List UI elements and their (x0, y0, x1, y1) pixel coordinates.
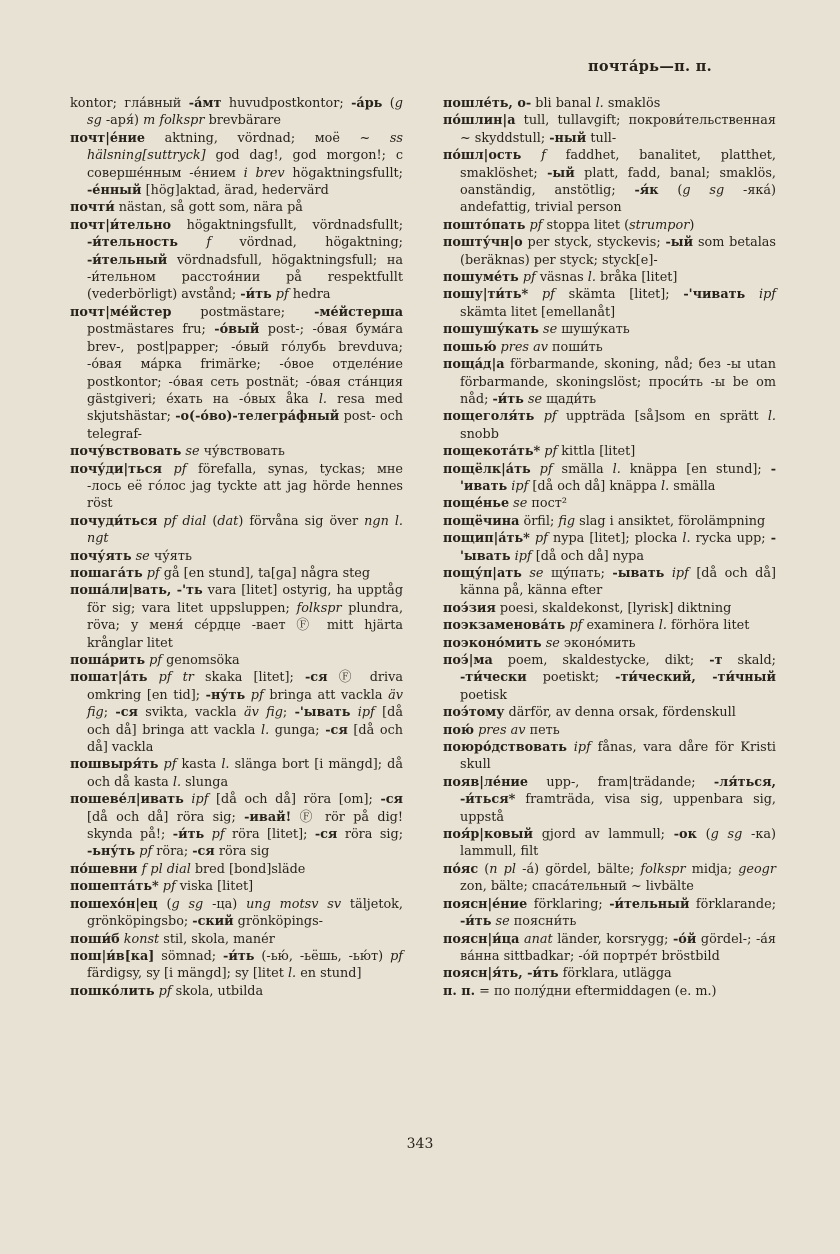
dictionary-entry: пошто́пать pf stoppa litet (strumpor) (443, 217, 695, 233)
dictionary-entry: пощу́п|ать se щу́пать; -ывать ipf [då och då] känna på, känna efter (443, 565, 776, 599)
dictionary-entry: почт|ме́йстер postmästare; -ме́йстерша postmästares fru; -о́вый post-; -о́вая бума́га brev-, post|papper; -о́вый го́лубь brevduva; -о́вая ма́рка frimärke; -о́вое отделе́ние postkontor; -о́вая сеть postnät; -о́вая ста́нция gästgiveri; е́хать на -о́вых åka l. resa med skjutshästar; -о(-о́во)-телегра́фный post- och telegraf- (70, 304, 403, 442)
dictionary-entry: пошвыря́ть pf kasta l. slänga bort [i mängd]; då och då kasta l. slunga (70, 757, 404, 790)
dictionary-entry: поясн|и́ца anat länder, korsrygg; -о́й gördel-; -а́я ва́нна sittbadkar; -о́й портре́т bröstbild (443, 931, 776, 964)
dictionary-entry: пош|и́в[ка] sömnad; -и́ть (-ью́, -ьёшь, -ью́т) pf färdigsy, sy [i mängd]; sy [litet l. en stund] (70, 948, 403, 982)
left-column (70, 95, 403, 1000)
dictionary-entry: пошу|ти́ть* pf skämta [litet]; -'чивать ipf skämta litet [emellanåt] (443, 287, 777, 320)
dictionary-entry: появ|ле́ние upp-, fram|trädande; -ля́ться, -и́ться* framträda, visa sig, uppenbara sig, uppstå (443, 774, 776, 825)
dictionary-entry: поша́рить pf genomsöka (70, 653, 240, 668)
dictionary-entry: пошага́ть pf gå [en stund], ta[ga] några steg (70, 565, 371, 581)
dictionary-entry: почу́вствовать se чу́вствовать (70, 444, 285, 460)
dictionary-entry: по́шлин|а tull, tullavgift; покрови́тельственная ~ skyddstull; -ный tull- (443, 113, 776, 146)
dictionary-entry: пощёлк|а́ть pf smälla l. knäppa [en stund]; -'ивать ipf [då och då] knäppa l. smälla (443, 461, 776, 494)
dictionary-entry: пошеве́л|ивать ipf [då och då] röra [om]; -ся [då och då] röra sig; -ивай! Ⓕ rör på dig! skynda på!; -и́ть pf röra [litet]; -ся röra sig; -ьну́ть pf röra; -ся röra sig (70, 792, 403, 860)
running-head: почта́рь—п. п. (587, 58, 712, 75)
dictionary-entry: пошушу́кать se шушу́кать (443, 322, 630, 338)
dictionary-entry: почуди́ться pf dial (dat) förvåna sig över ngn l. ngt (70, 513, 403, 547)
dictionary-entry: по́яс (n pl -а́) gördel, bälte; folkspr midja; geogr zon, bälte; спаса́тельный ~ livbälte (443, 861, 776, 895)
dictionary-entry: пошепта́ть* pf viska [litet] (70, 879, 254, 895)
dictionary-entry: поша́ли|вать, -'ть vara [litet] ostyrig, ha upptåg för sig; vara litet uppsluppen; folkspr plundra, röva; у меня́ се́рдце -вает Ⓕ mitt hjärta krånglar litet (70, 583, 404, 651)
dictionary-entry: поэконо́мить se эконо́мить (443, 635, 636, 651)
dictionary-entry: поюро́дствовать ipf fånas, vara dåre för Kristi skull (443, 740, 776, 773)
dictionary-entry: пошту́чн|о per styck, styckevis; -ый som betalas (beräknas) per styck; styck[e]- (443, 235, 776, 268)
dictionary-entry: поэ́|ма poem, skaldestycke, dikt; -т skald; -ти́чески poetiskt; -ти́ческий, -ти́чный poetisk (443, 653, 776, 703)
dictionary-entry: почу́ять se чу́ять (70, 548, 192, 564)
dictionary-entry: пощип|а́ть* pf nypa [litet]; plocka l. rycka upp; -'ывать ipf [då och då] nypa (443, 531, 776, 564)
dictionary-entry: почт|и́тельно högaktningsfullt, vördnadsfullt; -и́тельность f vördnad, högaktning; -и́тельный vördnadsfull, högaktningsfull; на -и́тельном расстоя́нии på respektfullt (vederbörligt) avstånd; -и́ть pf hedra (70, 217, 403, 303)
dictionary-entry: пошко́лить pf skola, utbilda (70, 983, 264, 999)
right-column (443, 95, 776, 1000)
dictionary-entry: пошехо́н|ец (g sg -ца) ung motsv sv täljetok, grönköpingsbo; -ский grönköpings- (70, 896, 403, 930)
dictionary-entry: почт|е́ние aktning, vördnad; моё ~ ss hälsning[suttryck] god dag!, god morgon!; с соверше́нным -е́нием i brev högaktningsfullt; -е́нный [hög]aktad, ärad, hedervärd (70, 130, 403, 199)
dictionary-entry: поэ́зия poesi, skaldekonst, [lyrisk] diktning (443, 600, 732, 616)
dictionary-entry: поще́нье se пост² (443, 496, 567, 512)
dictionary-entry: пошат|а́ть pf tr skaka [litet]; -ся Ⓕ driva omkring [en tid]; -ну́ть pf bringa att vackla äv fig; -ся svikta, vackla äv fig; -'ывать ipf [då och då] bringa att vackla l. gunga; -ся [då och då] vackla (70, 670, 403, 756)
dictionary-entry: пощёчина örfil; fig slag i ansiktet, förolämpning (443, 513, 766, 529)
dictionary-entry: пошле́ть, о- bli banal l. smaklös (443, 96, 661, 111)
dictionary-entry: пошью́ pres av поши́ть (443, 339, 603, 355)
page-number: 343 (406, 1136, 434, 1152)
dictionary-entry: поэ́тому därför, av denna orsak, fördenskull (443, 705, 736, 721)
text-columns (70, 95, 776, 1000)
dictionary-entry: почти́ nästan, så gott som, nära på (70, 200, 303, 216)
dictionary-entry: kontor; гла́вный -а́мт huvudpostkontor; -а́рь (g sg -аря́) m folkspr brevbärare (70, 96, 403, 129)
dictionary-entry: по́шл|ость f faddhet, banalitet, platthet, smaklöshet; -ый platt, fadd, banal; smaklös, oanständig, anstötlig; -я́к (g sg -яка́) andefattig, trivial person (443, 148, 777, 216)
dictionary-entry: поя́р|ковый gjord av lammull; -ок (g sg -ка) lammull, filt (443, 827, 776, 860)
dictionary-entry: п. п. = по полу́дни eftermiddagen (e. m.) (443, 983, 717, 999)
dictionary-entry: поясн|е́ние förklaring; -и́тельный förklarande; -и́ть se поясни́ть (443, 896, 777, 930)
dictionary-entry: по́шевни f pl dial bred [bond]släde (70, 861, 306, 877)
dictionary-entry: пошуме́ть pf väsnas l. bråka [litet] (443, 270, 678, 286)
dictionary-entry: пощеголя́ть pf uppträda [så]som en sprätt l. snobb (443, 409, 776, 442)
dictionary-entry: почу́ди|ться pf förefalla, synas, tyckas; мне -лось её го́лос jag tyckte att jag hörde hennes röst (70, 461, 404, 512)
dictionary-entry: пощекота́ть* pf kittla [litet] (443, 444, 636, 460)
dictionary-entry: пою́ pres av петь (443, 722, 560, 738)
dictionary-entry: поща́д|а förbarmande, skoning, nåd; без -ы utan förbarmande, skoningslöst; проси́ть -ы be om nåd; -и́ть se щади́ть (443, 357, 776, 407)
dictionary-entry: поши́б konst stil, skola, manér (70, 931, 275, 947)
dictionary-entry: поясн|я́ть, -и́ть förklara, utlägga (443, 966, 672, 982)
dictionary-entry: поэкзаменова́ть pf examinera l. förhöra litet (443, 618, 750, 634)
